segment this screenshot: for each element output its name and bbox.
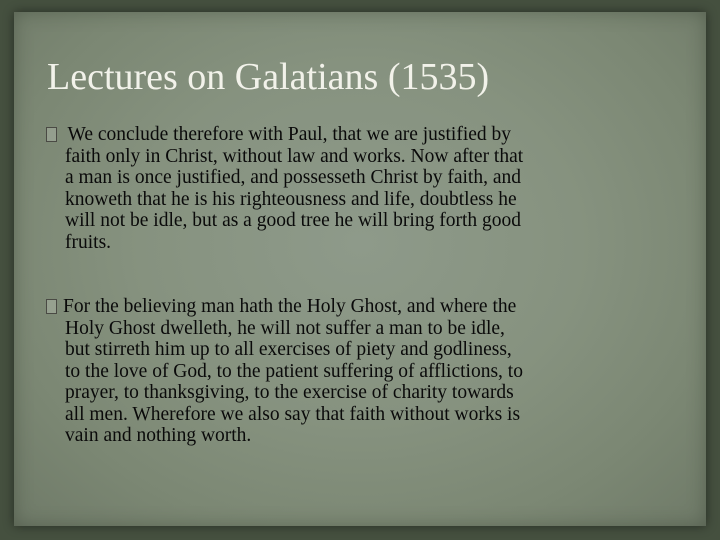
bullet-line: but stirreth him up to all exercises of piety and godliness,: [65, 339, 512, 360]
bullet-line: faith only in Christ, without law and works. Now after that: [65, 145, 524, 167]
bullet-paragraph-2: [46, 296, 686, 447]
bullet-line: vain and nothing worth.: [65, 425, 252, 446]
bullet-paragraph-1: [46, 124, 686, 253]
box-bullet-icon: [46, 127, 57, 142]
bullet-line: will not be idle, but as a good tree he will bring forth good: [65, 210, 521, 231]
bullet-text: For the believing man hath the Holy Ghost, and where the: [63, 296, 517, 317]
box-bullet-icon: [46, 299, 57, 314]
bullet-line: knoweth that he is his righteousness and life, doubtless he: [65, 188, 517, 210]
bullet-line: fruits.: [65, 231, 112, 253]
slide-title: Lectures on Galatians (1535): [47, 56, 490, 98]
bullet-line: Holy Ghost dwelleth, he will not suffer a man to be idle,: [65, 317, 505, 339]
bullet-line: prayer, to thanksgiving, to the exercise of charity towards: [65, 382, 514, 403]
bullet-line: a man is once justified, and possesseth Christ by faith, and: [65, 167, 522, 188]
bullet-line: to the love of God, to the patient suffering of afflictions, to: [65, 360, 523, 382]
bullet-line: [46, 124, 686, 146]
bullet-text: We conclude therefore with Paul, that we are justified by: [63, 124, 512, 145]
bullet-line: all men. Wherefore we also say that faith without works is: [65, 403, 521, 425]
bullet-line: [46, 296, 686, 318]
